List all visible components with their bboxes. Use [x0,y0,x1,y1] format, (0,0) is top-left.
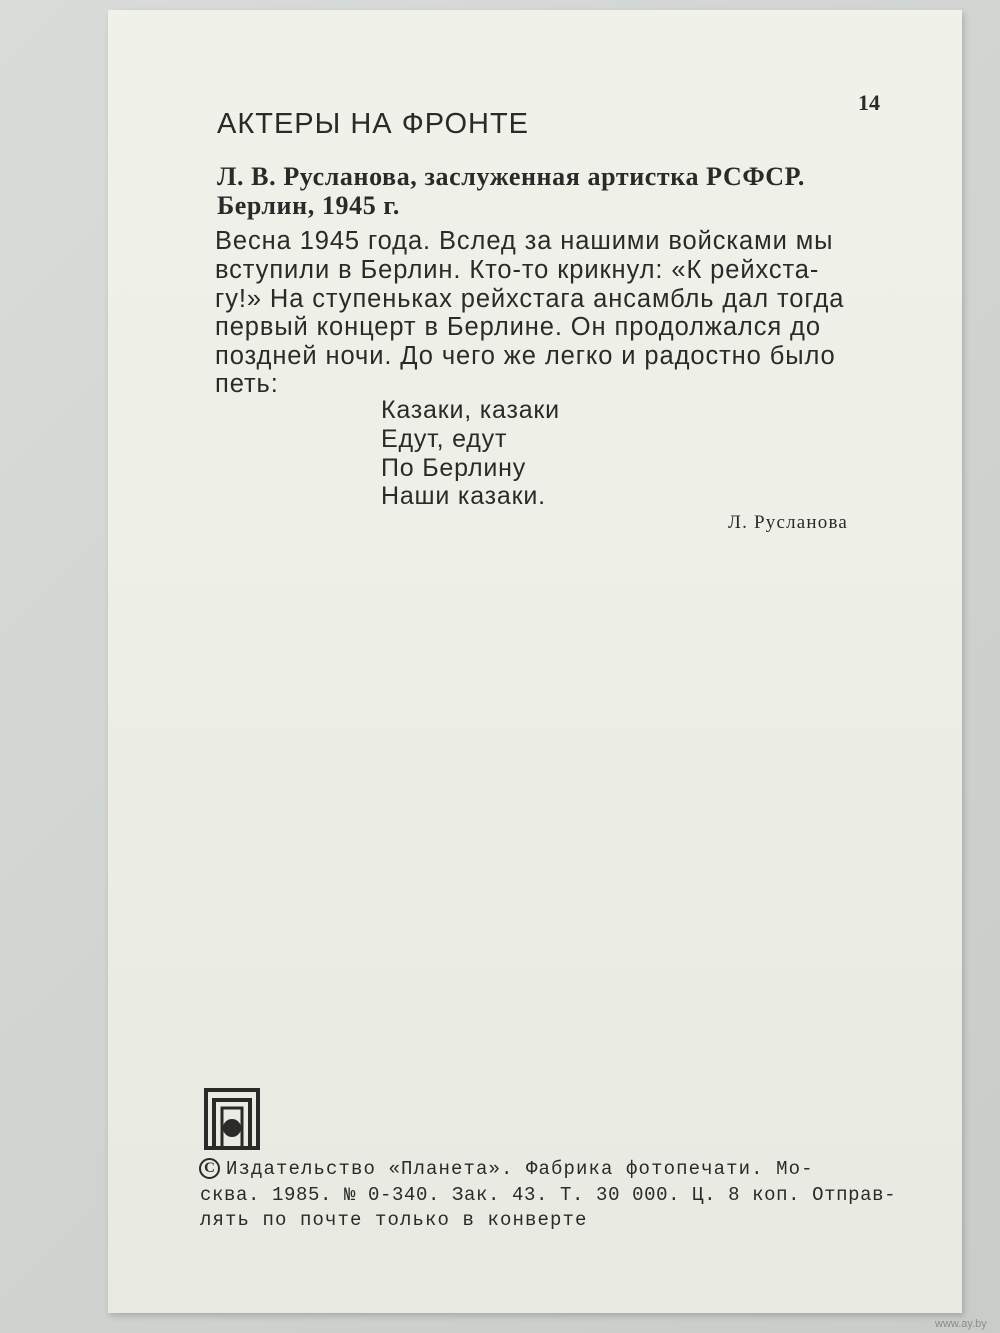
poem-line: Наши казаки. [381,482,546,510]
caption-line-1: Л. В. Русланова, заслуженная артистка РСФСР. [217,162,805,191]
body-line: петь: [215,370,279,398]
body-line: вступили в Берлин. Кто-то крикнул: «К рейхста- [215,256,820,284]
signature: Л. Русланова [728,512,849,533]
card-number: 14 [858,90,880,115]
body-line: Весна 1945 года. Вслед за нашими войсками мы [215,227,834,255]
imprint-line: Издательство «Планета». Фабрика фотопечати. Мо- [226,1158,814,1180]
imprint-line: сква. 1985. № 0-340. Зак. 43. Т. 30 000. Ц. 8 коп. Отправ- [200,1184,897,1206]
watermark: www.ay.by [935,1318,987,1330]
publisher-logo-icon [204,1088,260,1150]
body-line: поздней ночи. До чего же легко и радостно было [215,342,836,370]
poem-line: Едут, едут [381,425,508,453]
copyright-icon: C [199,1158,220,1179]
body-line: гу!» На ступеньках рейхстага ансамбль дал тогда [215,285,845,313]
series-title: АКТЕРЫ НА ФРОНТЕ [217,108,530,140]
poem-line: Казаки, казаки [381,396,560,424]
body-line: первый концерт в Берлине. Он продолжался до [215,313,821,341]
poem-line: По Берлину [381,454,527,482]
caption-line-2: Берлин, 1945 г. [217,191,400,220]
imprint-line: лять по почте только в конверте [200,1209,588,1231]
